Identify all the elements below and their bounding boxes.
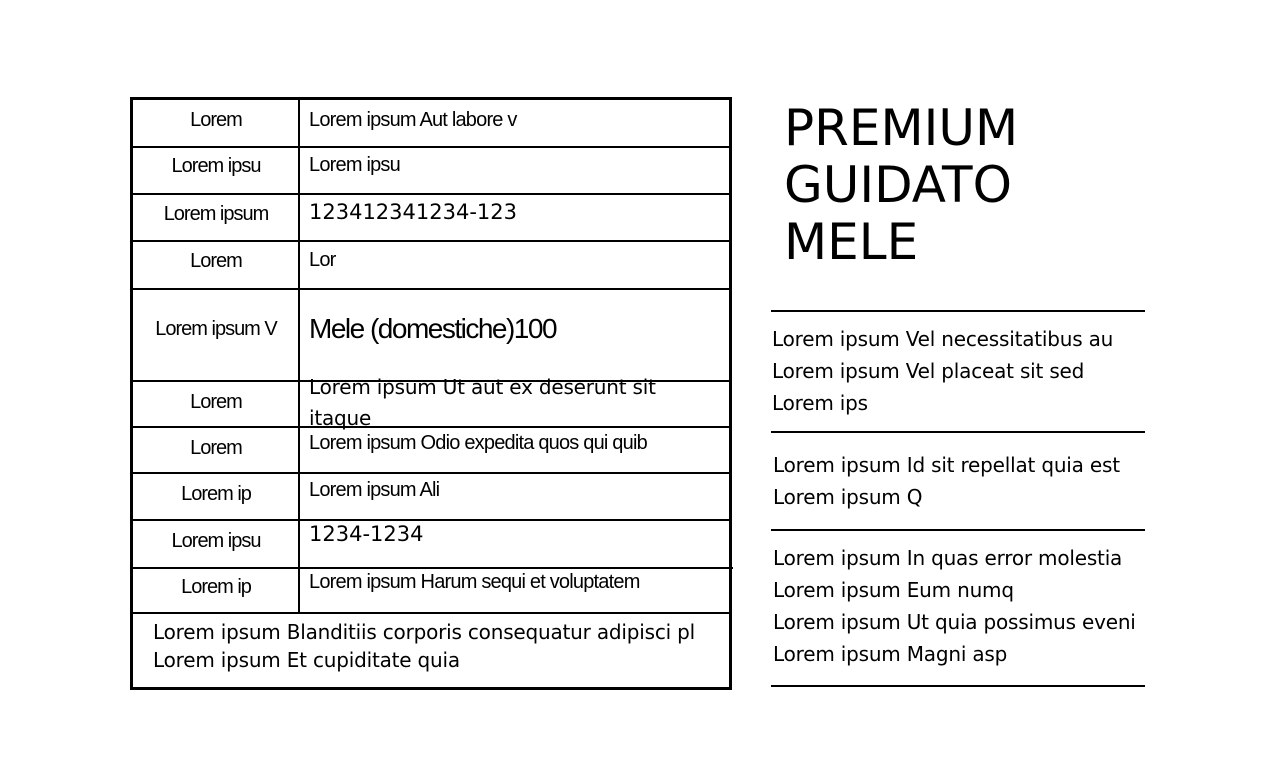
section-line: Lorem ipsum Q	[773, 485, 923, 509]
row-label: Lorem	[190, 250, 242, 272]
row-divider	[133, 193, 729, 195]
row-value: 123412341234-123	[309, 200, 517, 224]
footer-line: Lorem ipsum Blanditiis corporis consequatur adipisci pl	[153, 620, 695, 644]
row-divider	[133, 240, 729, 242]
row-label: Lorem ip	[181, 483, 251, 505]
row-label: Lorem ipsu	[171, 530, 261, 552]
title-line: PREMIUM	[784, 99, 1019, 157]
title-line: MELE	[784, 213, 919, 271]
row-value: 1234-1234	[309, 522, 424, 546]
section-line: Lorem ipsum Id sit repellat quia est	[773, 453, 1120, 477]
section-rule	[771, 529, 1145, 531]
row-value: Lor	[309, 249, 336, 271]
section-line: Lorem ipsum Magni asp	[773, 642, 1008, 666]
row-divider	[133, 612, 729, 614]
table-footer	[153, 618, 695, 674]
section-line: Lorem ipsum In quas error molestia	[773, 546, 1123, 570]
row-label: Lorem ip	[181, 576, 251, 598]
title-line: GUIDATO	[784, 156, 1012, 214]
section-line: Lorem ipsum Vel necessitatibus au	[772, 327, 1114, 351]
product-name: Mele (domestiche)100	[309, 313, 557, 344]
product-label-table	[130, 97, 732, 690]
row-divider	[133, 146, 729, 148]
section-rule	[771, 310, 1145, 312]
section-rule	[771, 685, 1145, 687]
info-section-2	[773, 449, 1120, 513]
row-label: Lorem	[190, 109, 242, 131]
section-line: Lorem ipsum Vel placeat sit sed	[772, 359, 1085, 383]
row-value: Lorem ipsum Harum sequi et voluptatem	[309, 571, 640, 593]
section-line: Lorem ips	[772, 391, 868, 415]
row-value: Lorem ipsum Odio expedita quos qui quib	[309, 432, 647, 454]
section-rule	[771, 431, 1145, 433]
row-divider	[133, 519, 729, 521]
section-line: Lorem ipsum Eum numq	[773, 578, 1014, 602]
row-label: Lorem ipsu	[171, 155, 261, 177]
footer-line: Lorem ipsum Et cupiditate quia	[153, 648, 460, 672]
row-label: Lorem	[190, 391, 242, 413]
product-title	[784, 100, 1018, 271]
row-divider	[133, 288, 729, 290]
row-value: Lorem ipsu	[309, 154, 400, 176]
row-label: Lorem	[190, 437, 242, 459]
info-section-1	[772, 323, 1113, 419]
row-value: Lorem ipsum Ut aut ex deserunt sit itaque	[309, 375, 656, 430]
info-section-3	[773, 542, 1136, 670]
row-divider	[133, 472, 729, 474]
row-divider	[133, 567, 733, 569]
row-value: Lorem ipsum Ali	[309, 479, 440, 501]
row-label: Lorem ipsum V	[155, 318, 277, 340]
row-label: Lorem ipsum	[163, 203, 269, 225]
row-value: Lorem ipsum Aut labore v	[309, 109, 517, 131]
section-line: Lorem ipsum Ut quia possimus eveni	[773, 610, 1136, 634]
